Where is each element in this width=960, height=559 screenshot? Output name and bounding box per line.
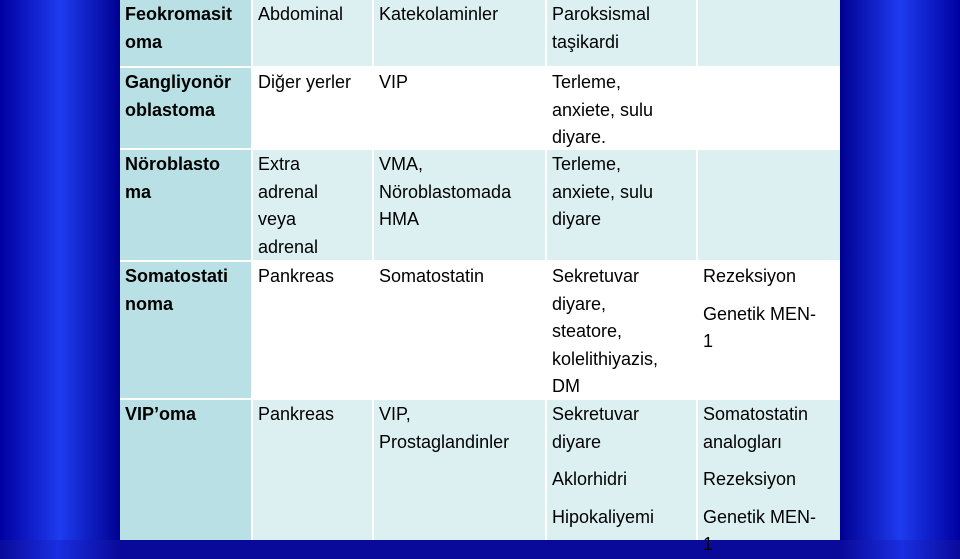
table-cell-hormone	[374, 150, 545, 260]
cell-text: Genetik MEN-	[703, 506, 817, 527]
cell-text: Nöroblasto	[125, 154, 221, 174]
cell-text: Prostaglandinler	[379, 431, 510, 452]
cell-text: steatore,	[552, 321, 623, 341]
table-cell-name	[120, 400, 251, 540]
table-cell-symptoms	[547, 262, 696, 398]
cell-text: diyare,	[552, 293, 607, 314]
table-cell-treatment	[698, 262, 840, 398]
table-cell-symptoms	[547, 400, 696, 540]
table-cell-name	[120, 262, 251, 398]
cell-text: Rezeksiyon	[703, 469, 797, 489]
table-cell-hormone	[374, 68, 545, 148]
cell-text: kolelithiyazis,	[552, 348, 659, 369]
cell-text: Terleme,	[552, 154, 622, 174]
cell-text: Genetik MEN-	[703, 303, 817, 324]
cell-text: 1	[703, 331, 714, 351]
cell-text: veya	[258, 209, 297, 229]
cell-text: Aklorhidri	[552, 469, 628, 489]
cell-text: VIP’oma	[125, 404, 197, 424]
cell-text: Hipokaliyemi	[552, 506, 655, 527]
table-cell-location	[253, 0, 372, 66]
cell-text: diyare	[552, 209, 602, 229]
table-cell-name	[120, 68, 251, 148]
table-cell-hormone	[374, 0, 545, 66]
table-cell-location	[253, 150, 372, 260]
cell-text: 1	[703, 534, 714, 554]
cell-text: Diğer yerler	[258, 72, 352, 92]
cell-text: HMA	[379, 209, 419, 229]
table-cell-treatment	[698, 68, 840, 148]
cell-text: Pankreas	[258, 404, 335, 424]
cell-text: VIP	[379, 72, 409, 92]
cell-text: Rezeksiyon	[703, 266, 797, 286]
table-cell-symptoms	[547, 150, 696, 260]
cell-text: adrenal	[258, 181, 319, 202]
table-cell-treatment	[698, 0, 840, 66]
cell-text: VIP,	[379, 404, 411, 424]
table-cell-name	[120, 150, 251, 260]
table-cell-symptoms	[547, 68, 696, 148]
cell-text: Katekolaminler	[379, 4, 499, 24]
table-cell-name	[120, 0, 251, 66]
cell-text: Paroksismal	[552, 4, 651, 24]
cell-text: Terleme,	[552, 72, 622, 92]
cell-text: noma	[125, 293, 174, 314]
cell-text: oblastoma	[125, 99, 216, 120]
table-cell-location	[253, 400, 372, 540]
cell-text: Somatostatin	[379, 266, 485, 286]
cell-text: taşikardi	[552, 31, 620, 52]
cell-text: Pankreas	[258, 266, 335, 286]
cell-text: analogları	[703, 431, 783, 452]
cell-text: adrenal	[258, 236, 319, 257]
table-cell-hormone	[374, 262, 545, 398]
cell-text: Gangliyonör	[125, 72, 232, 92]
cell-text: VMA,	[379, 154, 424, 174]
cell-text: Feokromasit	[125, 4, 233, 24]
tumor-table	[120, 0, 840, 554]
table-cell-treatment	[698, 400, 840, 554]
table-cell-hormone	[374, 400, 545, 540]
cell-text: Extra	[258, 154, 301, 174]
table-cell-treatment	[698, 150, 840, 260]
cell-text: oma	[125, 31, 163, 52]
cell-text: Somatostati	[125, 266, 229, 286]
cell-text: Nöroblastomada	[379, 181, 512, 202]
table-cell-location	[253, 68, 372, 148]
cell-text: anxiete, sulu	[552, 181, 654, 202]
cell-text: diyare.	[552, 127, 607, 147]
table-cell-symptoms	[547, 0, 696, 66]
cell-text: ma	[125, 181, 152, 202]
cell-text: DM	[552, 376, 580, 396]
cell-text: diyare	[552, 431, 602, 452]
table-cell-location	[253, 262, 372, 398]
cell-text: anxiete, sulu	[552, 99, 654, 120]
cell-text: Sekretuvar	[552, 266, 640, 286]
cell-text: Somatostatin	[703, 404, 809, 424]
cell-text: Sekretuvar	[552, 404, 640, 424]
cell-text: Abdominal	[258, 4, 344, 24]
